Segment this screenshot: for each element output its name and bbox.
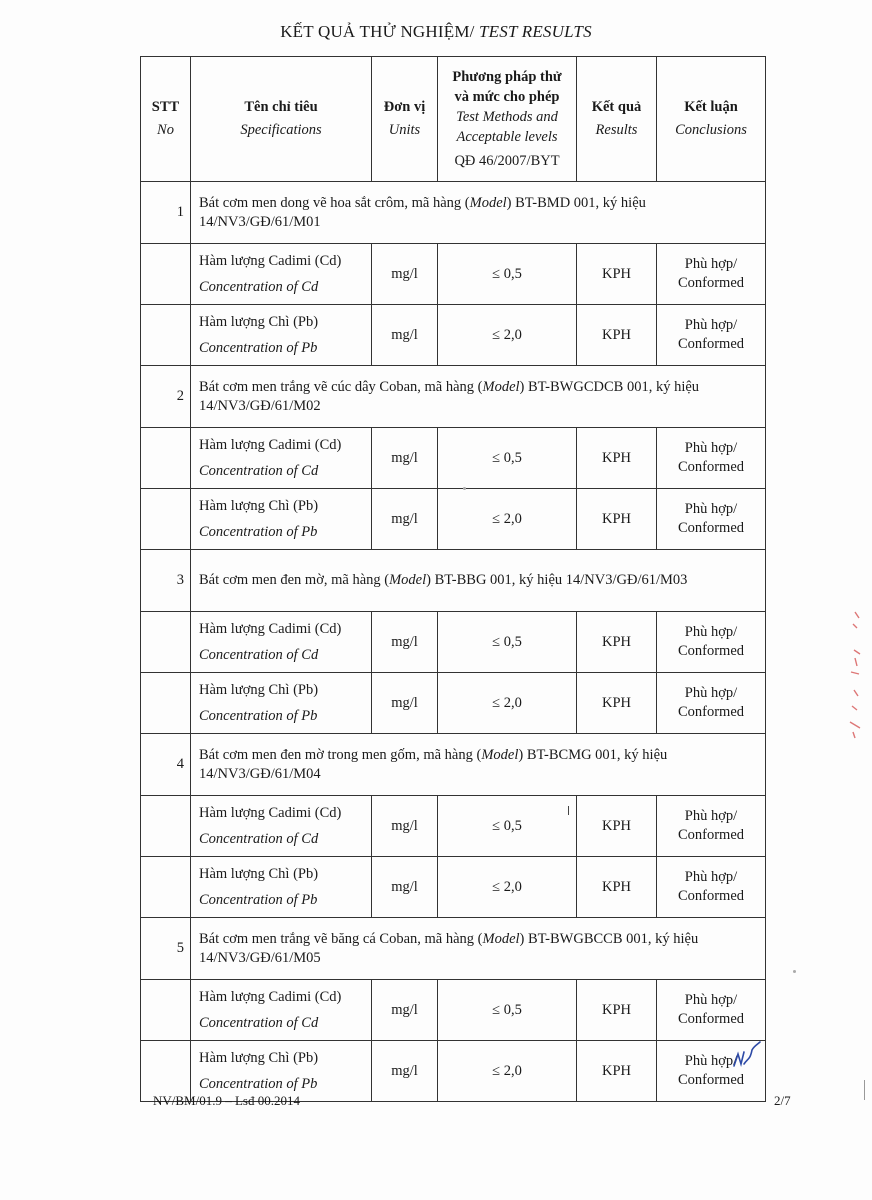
spec-en: Concentration of Cd: [199, 279, 319, 295]
results-table: [140, 56, 766, 1102]
unit-cell: mg/l: [372, 612, 438, 673]
spec-vi: Hàm lượng Cadimi (Cd): [199, 437, 342, 453]
empty-cell: [141, 796, 191, 857]
conclusion-cell: [657, 857, 766, 918]
unit-cell: mg/l: [372, 673, 438, 734]
limit-cell: ≤ 2,0: [438, 857, 577, 918]
conclusion-en: Conformed: [677, 827, 745, 843]
spec-cell: [191, 244, 372, 305]
header-method: Phương pháp thử và mức cho phép Test Methods and Acceptable levels QĐ 46/2007/BYT: [438, 57, 577, 182]
result-cell: KPH: [577, 428, 657, 489]
spec-vi: Hàm lượng Cadimi (Cd): [199, 621, 342, 637]
signature-mark: [728, 1040, 764, 1074]
form-code: NV/BM/01.9 – Lsđ 00.2014: [153, 1093, 300, 1108]
item-row: [141, 550, 766, 612]
test-row: [141, 857, 766, 918]
spec-en: Concentration of Pb: [199, 1076, 318, 1092]
header-conclusion: Kết luận Conclusions: [657, 57, 766, 182]
test-row: [141, 305, 766, 366]
item-number: 1: [141, 182, 191, 244]
item-number: 5: [141, 918, 191, 980]
title-vi: KẾT QUẢ THỬ NGHIỆM/: [280, 22, 475, 41]
test-row: [141, 980, 766, 1041]
test-row: [141, 489, 766, 550]
spec-en: Concentration of Pb: [199, 524, 318, 540]
spec-cell: [191, 305, 372, 366]
spec-cell: [191, 673, 372, 734]
result-cell: KPH: [577, 612, 657, 673]
title-en: TEST RESULTS: [479, 22, 592, 41]
limit-cell: ≤ 0,5: [438, 796, 577, 857]
spec-vi: Hàm lượng Cadimi (Cd): [199, 253, 342, 269]
item-row: [141, 182, 766, 244]
conclusion-cell: [657, 305, 766, 366]
limit-cell: ≤ 0,5: [438, 980, 577, 1041]
item-row: [141, 918, 766, 980]
result-cell: KPH: [577, 980, 657, 1041]
conclusion-en: Conformed: [677, 704, 745, 720]
limit-cell: ≤ 2,0: [438, 1041, 577, 1102]
conclusion-cell: [657, 980, 766, 1041]
item-description: Bát cơm men dong vẽ hoa sắt crôm, mã hàng (Model) BT-BMD 001, ký hiệu 14/NV3/GĐ/61/M01: [191, 182, 766, 244]
empty-cell: [141, 305, 191, 366]
result-cell: KPH: [577, 796, 657, 857]
scan-speck: [463, 487, 466, 490]
test-row: [141, 673, 766, 734]
unit-cell: mg/l: [372, 244, 438, 305]
spec-vi: Hàm lượng Cadimi (Cd): [199, 805, 342, 821]
item-description: Bát cơm men trắng vẽ băng cá Coban, mã hàng (Model) BT-BWGBCCB 001, ký hiệu 14/NV3/GĐ/61/M05: [191, 918, 766, 980]
conclusion-vi: Phù hợp/: [684, 256, 738, 272]
header-unit: Đơn vị Units: [372, 57, 438, 182]
scan-speck: [793, 970, 796, 973]
results-body: [141, 182, 766, 1102]
spec-en: Concentration of Cd: [199, 463, 319, 479]
limit-cell: ≤ 0,5: [438, 612, 577, 673]
spec-vi: Hàm lượng Chì (Pb): [199, 1050, 319, 1066]
empty-cell: [141, 673, 191, 734]
spec-vi: Hàm lượng Cadimi (Cd): [199, 989, 342, 1005]
conclusion-en: Conformed: [677, 1011, 745, 1027]
spec-cell: [191, 612, 372, 673]
conclusion-cell: [657, 428, 766, 489]
unit-cell: mg/l: [372, 489, 438, 550]
scan-speck: [568, 806, 569, 815]
conclusion-vi: Phù hợp/: [684, 1053, 738, 1069]
header-spec: Tên chỉ tiêu Specifications: [191, 57, 372, 182]
item-number: 4: [141, 734, 191, 796]
header-result: Kết quả Results: [577, 57, 657, 182]
spec-cell: [191, 796, 372, 857]
spec-en: Concentration of Pb: [199, 340, 318, 356]
conclusion-en: Conformed: [677, 643, 745, 659]
unit-cell: mg/l: [372, 857, 438, 918]
result-cell: KPH: [577, 305, 657, 366]
conclusion-vi: Phù hợp/: [684, 501, 738, 517]
result-cell: KPH: [577, 489, 657, 550]
spec-en: Concentration of Pb: [199, 892, 318, 908]
limit-cell: ≤ 2,0: [438, 489, 577, 550]
test-row: [141, 244, 766, 305]
unit-cell: mg/l: [372, 428, 438, 489]
edge-stamp-mark: [845, 610, 867, 740]
unit-cell: mg/l: [372, 796, 438, 857]
empty-cell: [141, 489, 191, 550]
item-description: Bát cơm men đen mờ trong men gốm, mã hàng (Model) BT-BCMG 001, ký hiệu 14/NV3/GĐ/61/M04: [191, 734, 766, 796]
conclusion-cell: [657, 489, 766, 550]
conclusion-en: Conformed: [677, 1072, 745, 1088]
spec-cell: [191, 428, 372, 489]
conclusion-vi: Phù hợp/: [684, 317, 738, 333]
conclusion-vi: Phù hợp/: [684, 440, 738, 456]
spec-en: Concentration of Cd: [199, 1015, 319, 1031]
conclusion-cell: [657, 244, 766, 305]
spec-en: Concentration of Cd: [199, 831, 319, 847]
result-cell: KPH: [577, 857, 657, 918]
conclusion-vi: Phù hợp/: [684, 685, 738, 701]
test-row: [141, 428, 766, 489]
unit-cell: mg/l: [372, 1041, 438, 1102]
test-row: [141, 612, 766, 673]
conclusion-vi: Phù hợp/: [684, 869, 738, 885]
spec-vi: Hàm lượng Chì (Pb): [199, 866, 319, 882]
spec-cell: [191, 857, 372, 918]
conclusion-vi: Phù hợp/: [684, 992, 738, 1008]
spec-vi: Hàm lượng Chì (Pb): [199, 498, 319, 514]
empty-cell: [141, 612, 191, 673]
conclusion-en: Conformed: [677, 275, 745, 291]
conclusion-en: Conformed: [677, 336, 745, 352]
empty-cell: [141, 428, 191, 489]
item-description: Bát cơm men trắng vẽ cúc dây Coban, mã hàng (Model) BT-BWGCDCB 001, ký hiệu 14/NV3/GĐ/61/M02: [191, 366, 766, 428]
spec-en: Concentration of Pb: [199, 708, 318, 724]
limit-cell: ≤ 2,0: [438, 673, 577, 734]
item-number: 2: [141, 366, 191, 428]
empty-cell: [141, 244, 191, 305]
page-title: [0, 22, 872, 42]
spec-vi: Hàm lượng Chì (Pb): [199, 314, 319, 330]
scan-speck: [864, 1080, 865, 1100]
unit-cell: mg/l: [372, 305, 438, 366]
item-row: [141, 366, 766, 428]
result-cell: KPH: [577, 1041, 657, 1102]
test-row: [141, 796, 766, 857]
limit-cell: ≤ 2,0: [438, 305, 577, 366]
result-cell: KPH: [577, 673, 657, 734]
header-row: [141, 57, 766, 182]
empty-cell: [141, 857, 191, 918]
spec-cell: [191, 489, 372, 550]
conclusion-cell: [657, 673, 766, 734]
conclusion-en: Conformed: [677, 459, 745, 475]
item-description: Bát cơm men đen mờ, mã hàng (Model) BT-BBG 001, ký hiệu 14/NV3/GĐ/61/M03: [191, 550, 766, 612]
conclusion-en: Conformed: [677, 520, 745, 536]
spec-vi: Hàm lượng Chì (Pb): [199, 682, 319, 698]
conclusion-en: Conformed: [677, 888, 745, 904]
item-row: [141, 734, 766, 796]
conclusion-vi: Phù hợp/: [684, 624, 738, 640]
header-no: STT No: [141, 57, 191, 182]
result-cell: KPH: [577, 244, 657, 305]
conclusion-cell: [657, 796, 766, 857]
limit-cell: ≤ 0,5: [438, 244, 577, 305]
empty-cell: [141, 980, 191, 1041]
unit-cell: mg/l: [372, 980, 438, 1041]
spec-en: Concentration of Cd: [199, 647, 319, 663]
page-number: 2/7: [774, 1093, 791, 1108]
item-number: 3: [141, 550, 191, 612]
conclusion-cell: [657, 612, 766, 673]
spec-cell: [191, 980, 372, 1041]
limit-cell: ≤ 0,5: [438, 428, 577, 489]
conclusion-vi: Phù hợp/: [684, 808, 738, 824]
